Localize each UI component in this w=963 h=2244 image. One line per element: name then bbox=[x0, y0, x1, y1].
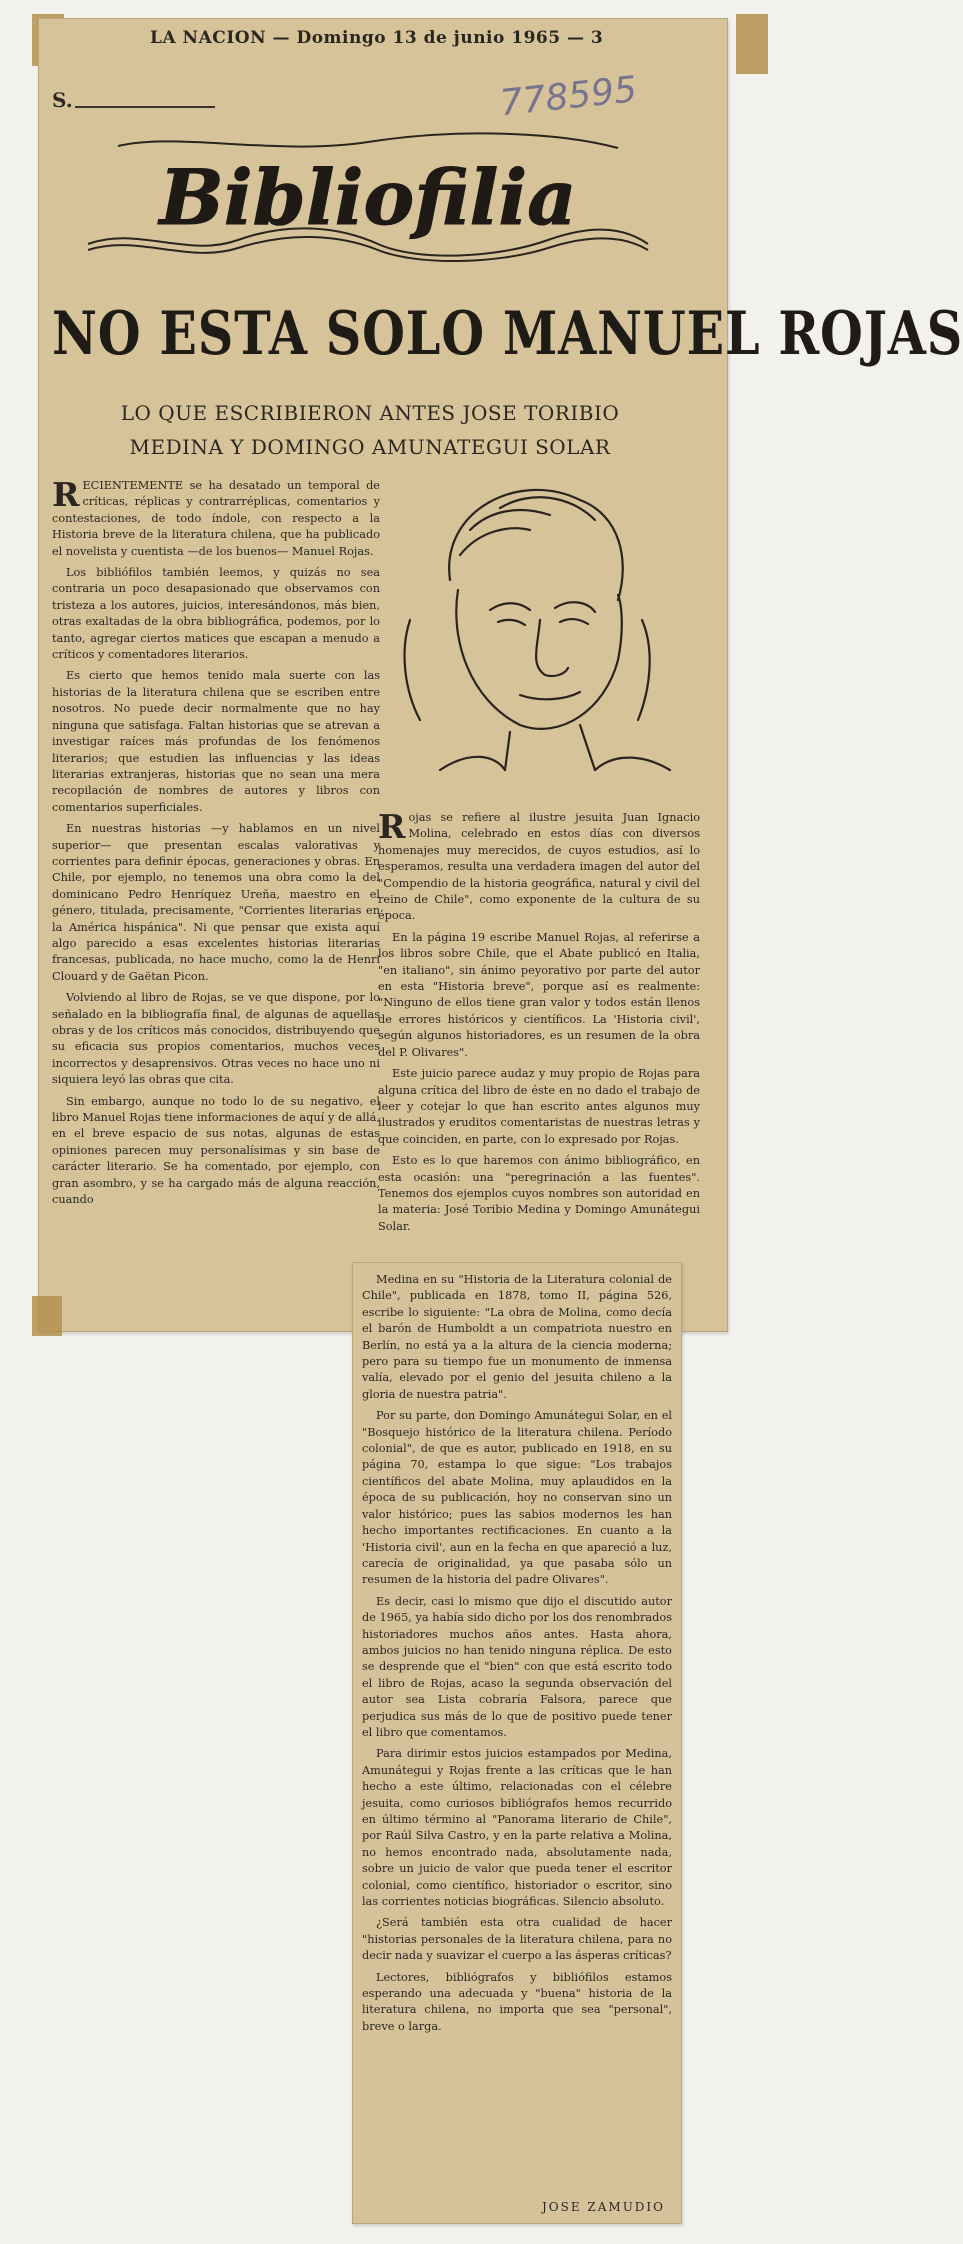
section-title: Bibliofilia bbox=[159, 153, 577, 242]
paragraph: Sin embargo, aunque no todo lo de su negativo, el libro Manuel Rojas tiene informaciones de aquí y de allá, en el breve espacio de sus notas, algunas de estas opiniones parecen muy personalísimas y sin base de carácter literario. Se ha comentado, por ejemplo, con gran asombro, y se ha cargado más de alguna reacción, cuando bbox=[52, 1094, 380, 1207]
masthead: LA NACION — Domingo 13 de junio 1965 — 3 bbox=[150, 28, 604, 48]
paragraph: RECIENTEMENTE se ha desatado un temporal de críticas, réplicas y contrarréplicas, comentarios y contestaciones, de todo índole, con respecto a la Historia breve de la literatura chilena, que ha publicado el novelista y cuentista —de los buenos— Manuel Rojas. bbox=[52, 475, 380, 558]
source-label: S. bbox=[52, 88, 73, 112]
section-logo bbox=[78, 126, 658, 266]
portrait-illustration bbox=[380, 470, 680, 790]
subheadline: LO QUE ESCRIBIERON ANTES JOSE TORIBIO MEDINA Y DOMINGO AMUNATEGUI SOLAR bbox=[120, 401, 620, 459]
paragraph: ¿Será también esta otra cualidad de hacer "historias personales de la literatura chilena, para no decir nada y suavizar el cuerpo a las ásperas críticas? bbox=[362, 1916, 672, 1963]
paragraph: Es cierto que hemos tenido mala suerte con las historias de la literatura chilena que se escriben entre nosotros. No puede decir normalmente que no hay ninguna que satisfaga. Faltan historias que se atrevan a investigar raíces más profundas de los fenómenos literarios; que estudien las influencias y las ideas literarias extranjeras, historias que no sean una mera recopilación de nombres de autores y libros con comentarios superficiales. bbox=[52, 669, 380, 814]
paragraph: En nuestras historias —y hablamos en un nivel superior— que presentan escalas valorativas y corrientes para definir épocas, generaciones y obras. En Chile, por ejemplo, no tenemos una obra como la del dominicano Pedro Henríquez Ureña, maestro en el género, titulada, precisamente, "Corrientes literarias en la América hispánica". Ni que pensar que exista aquí algo parecido a esas excelentes historias literarias francesas, publicada, no hace mucho, como la de Henri Clouard y de Gaëtan Picon. bbox=[52, 822, 380, 983]
source-label-line bbox=[75, 106, 215, 108]
paragraph: En la página 19 escribe Manuel Rojas, al referirse a los libros sobre Chile, que el Abate publicó en Italia, "en italiano", sin ánimo peyorativo por parte del autor en esta "Historia breve", porque así es realmente: "Ninguno de ellos tiene gran valor y todos están llenos de errores históricos y científicos. La 'Historia civil', según algunos historiadores, es un resumen de la obra del P. Olivares". bbox=[378, 930, 700, 1059]
archive-number: 778595 bbox=[497, 69, 639, 125]
author-signature: JOSE ZAMUDIO bbox=[541, 2200, 665, 2214]
article-column-2 bbox=[378, 807, 700, 1250]
paragraph: Para dirimir estos juicios estampados por Medina, Amunátegui y Rojas frente a las críticas que le han hecho a este último, relacionadas con el célebre jesuita, como curiosos bibliógrafos hemos recurrido en último término al "Panorama literario de Chile", por Raúl Silva Castro, y en la parte relativa a Molina, no hemos encontrado nada, absolutamente nada, sobre un juicio de valor que pueda tener el escritor colonial, como científico, historiador o escritor, sino las corrientes noticias biográficas. Silencio absoluto. bbox=[362, 1747, 672, 1909]
paragraph: Volviendo al libro de Rojas, se ve que dispone, por lo señalado en la bibliografía final, de algunas de aquellas obras y de los críticos más conocidos, distribuyendo que su eficacia sus propios comentarios, muchos veces incorrectos y desaprensivos. Otras veces no hace uno ni siquiera leyó las obras que cita. bbox=[52, 991, 380, 1087]
paragraph: Esto es lo que haremos con ánimo bibliográfico, en esta ocasión: una "peregrinación a las fuentes". Tenemos dos ejemplos cuyos nombres son autoridad en la materia: José Toribio Medina y Domingo Amunátegui Solar. bbox=[378, 1154, 700, 1233]
paragraph: Este juicio parece audaz y muy propio de Rojas para alguna crítica del libro de éste en no dado el trabajo de leer y cotejar lo que han escrito antes algunos muy ilustrados y eruditos comentaristas de nuestras letras y que coinciden, en parte, con lo expresado por Rojas. bbox=[378, 1067, 700, 1146]
paragraph: Los bibliófilos también leemos, y quizás no sea contraria un poco desapasionado que observamos con tristeza a los autores, juicios, interesándonos, más bien, otras exaltadas de la obra bibliográfica, podemos, por lo tanto, agregar ciertos matices que escapan a menudo a críticos y comentadores literarios. bbox=[52, 566, 380, 662]
paragraph: Rojas se refiere al ilustre jesuita Juan Ignacio Molina, celebrado en estos días con diversos homenajes muy merecidos, de cuyos estudios, así lo esperamos, resulta una verdadera imagen del autor del "Compendio de la historia geográfica, natural y civil del reino de Chile", como exponente de la cultura de su época. bbox=[378, 807, 700, 923]
paragraph: Medina en su "Historia de la Literatura colonial de Chile", publicada en 1878, tomo II, página 526, escribe lo siguiente: "La obra de Molina, como decía el barón de Humboldt a un compatriota nuestro en Berlín, no está ya a la altura de la ciencia moderna; pero para su tiempo fue un monumento de inmensa valía, elevado por el genio del jesuita chileno a la gloria de nuestra patria". bbox=[362, 1273, 672, 1401]
tape-top-right bbox=[736, 14, 768, 74]
headline: NO ESTA SOLO MANUEL ROJAS bbox=[52, 299, 963, 369]
paragraph: Lectores, bibliógrafos y bibliófilos estamos esperando una adecuada y "buena" historia de la literatura chilena, no importa que sea "personal", breve o larga. bbox=[362, 1970, 672, 2033]
article-column-1 bbox=[52, 475, 380, 1320]
paragraph: Es decir, casi lo mismo que dijo el discutido autor de 1965, ya había sido dicho por los dos renombrados historiadores muchos años antes. Hasta ahora, ambos juicios no han tenido ninguna réplica. De esto se desprende que el "bien" con que está escrito todo el libro de Rojas, acaso la segunda observación del autor sea Lista cobraría Falsora, parece que perjudica sus más de lo que de positivo puede tener el libro que comentamos. bbox=[362, 1594, 672, 1739]
paragraph: Por su parte, don Domingo Amunátegui Solar, en el "Bosquejo histórico de la literatura chilena. Período colonial", de que es autor, publicado en 1918, en su página 70, estampa lo que sigue: "Los trabajos científicos del abate Molina, muy aplaudidos en la época de su publicación, hoy no conservan sino un valor histórico; pues las sabios modernos les han hecho importantes rectificaciones. En cuanto a la 'Historia civil', aun en la fecha en que apareció a luz, carecía de originalidad, ya que pasaba sólo un resumen de la historia del padre Olivares". bbox=[362, 1409, 672, 1587]
article-column-3 bbox=[362, 1272, 672, 2202]
